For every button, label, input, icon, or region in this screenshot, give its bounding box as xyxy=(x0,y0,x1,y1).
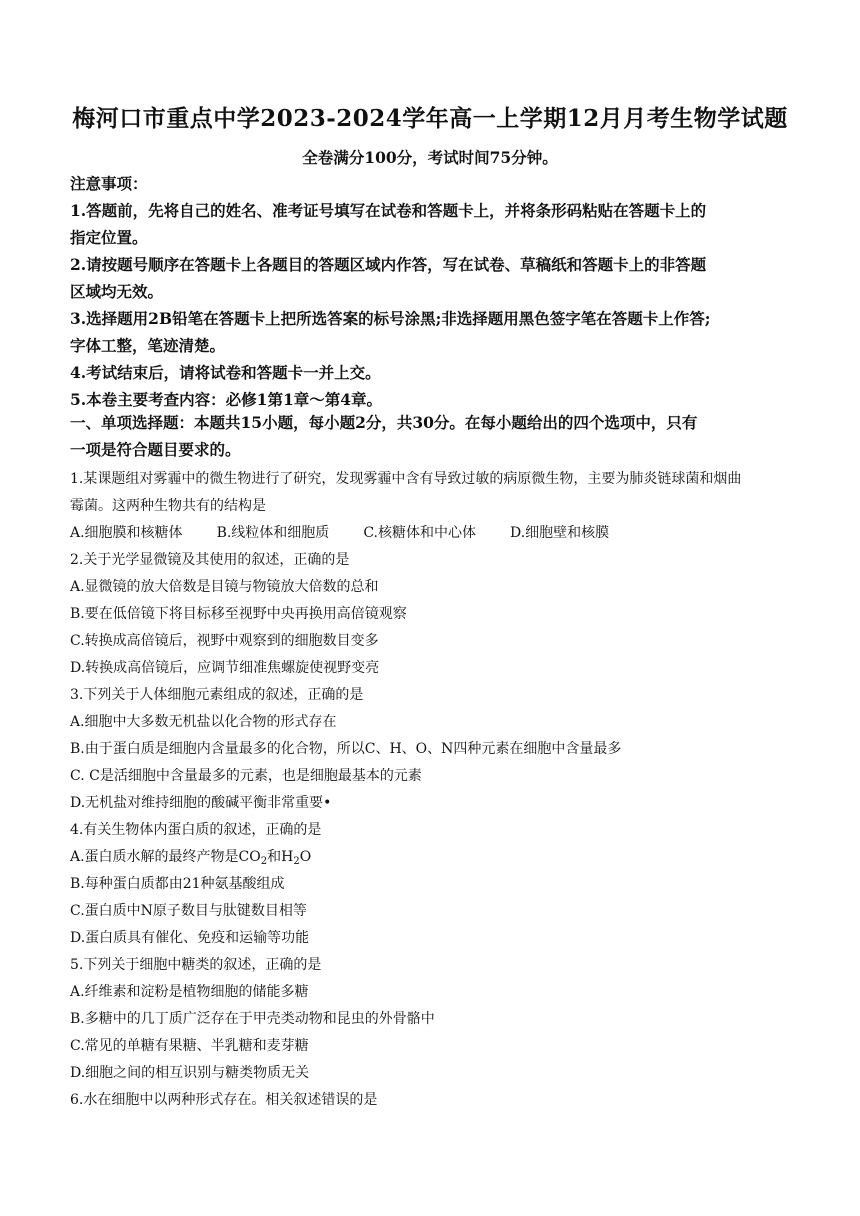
question-stem: 1.某课题组对雾霾中的微生物进行了研究，发现雾霾中含有导致过敏的病原微生物，主要为肺炎链球菌和烟曲 xyxy=(70,471,742,487)
option-b: B.每种蛋白质都由21种氨基酸组成 xyxy=(70,876,285,892)
section-line: 一、单项选择题：本题共15小题，每小题2分，共30分。在每小题给出的四个选项中，只有 xyxy=(70,413,698,432)
option-a-text: O xyxy=(299,849,312,865)
question-stem: 4.有关生物体内蛋白质的叙述，正确的是 xyxy=(70,822,322,838)
exam-info: 全卷满分100分，考试时间75分钟。 xyxy=(302,148,558,167)
option-a: A.纤维素和淀粉是植物细胞的储能多糖 xyxy=(70,984,309,1000)
subscript: 2 xyxy=(260,856,268,867)
note-line: 1.答题前，先将自己的姓名、准考证号填写在试卷和答题卡上，并将条形码粘贴在答题卡上的 xyxy=(70,201,707,220)
question-stem: 6.水在细胞中以两种形式存在。相关叙述错误的是 xyxy=(70,1092,378,1108)
section-line: 一项是符合题目要求的。 xyxy=(70,440,241,459)
option-b: B.多糖中的几丁质广泛存在于甲壳类动物和昆虫的外骨骼中 xyxy=(70,1011,435,1027)
option-row xyxy=(70,520,800,547)
option-a: A.细胞膜和核糖体 xyxy=(70,525,183,541)
note-line: 区域均无效。 xyxy=(70,282,164,301)
option-c: C.核糖体和中心体 xyxy=(363,525,476,541)
section-heading xyxy=(70,409,800,463)
question-stem: 2.关于光学显微镜及其使用的叙述，正确的是 xyxy=(70,552,350,568)
note-line: 5.本卷主要考查内容：必修1第1章～第4章。 xyxy=(70,390,383,409)
option-a xyxy=(70,844,800,871)
option-a-text: 和H xyxy=(267,849,294,865)
option-b: B.要在低倍镜下将目标移至视野中央再换用高倍镜观察 xyxy=(70,606,407,622)
option-a-text: A.蛋白质水解的最终产物是CO xyxy=(70,849,261,865)
note-line: 2.请按题号顺序在答题卡上各题目的答题区域内作答，写在试卷、草稿纸和答题卡上的非答题 xyxy=(70,255,707,274)
question-stem: 5.下列关于细胞中糖类的叙述，正确的是 xyxy=(70,957,322,973)
subscript: 2 xyxy=(293,856,300,867)
question-list xyxy=(70,466,800,1114)
option-d: D.细胞之间的相互识别与糖类物质无关 xyxy=(70,1065,310,1081)
note-line: 字体工整，笔迹清楚。 xyxy=(70,336,226,355)
option-c: C.常见的单糖有果糖、半乳糖和麦芽糖 xyxy=(70,1038,309,1054)
notes-block xyxy=(70,170,800,413)
option-c: C. C是活细胞中含量最多的元素，也是细胞最基本的元素 xyxy=(70,768,422,784)
question-stem: 霉菌。这两种生物共有的结构是 xyxy=(70,498,266,514)
option-b: B.由于蛋白质是细胞内含量最多的化合物，所以C、H、O、N四种元素在细胞中含量最多 xyxy=(70,741,622,757)
note-line: 4.考试结束后，请将试卷和答题卡一并上交。 xyxy=(70,363,381,382)
notes-heading: 注意事项： xyxy=(70,174,148,193)
option-a: A.细胞中大多数无机盐以化合物的形式存在 xyxy=(70,714,337,730)
option-d: D.蛋白质具有催化、免疫和运输等功能 xyxy=(70,930,310,946)
option-a: A.显微镜的放大倍数是目镜与物镜放大倍数的总和 xyxy=(70,579,379,595)
option-b: B.线粒体和细胞质 xyxy=(216,525,330,541)
note-line: 3.选择题用2B铅笔在答题卡上把所选答案的标号涂黑;非选择题用黑色签字笔在答题卡上作答; xyxy=(70,309,711,328)
question-stem: 3.下列关于人体细胞元素组成的叙述，正确的是 xyxy=(70,687,364,703)
option-d: D.无机盐对维持细胞的酸碱平衡非常重要• xyxy=(70,795,332,811)
option-d: D.转换成高倍镜后，应调节细准焦螺旋使视野变亮 xyxy=(70,660,380,676)
note-line: 指定位置。 xyxy=(70,228,148,247)
option-c: C.蛋白质中N原子数目与肽键数目相等 xyxy=(70,903,307,919)
option-d: D.细胞壁和核膜 xyxy=(509,525,610,541)
option-c: C.转换成高倍镜后，视野中观察到的细胞数目变多 xyxy=(70,633,379,649)
page-title: 梅河口市重点中学2023-2024学年高一上学期12月月考生物学试题 xyxy=(72,105,788,132)
